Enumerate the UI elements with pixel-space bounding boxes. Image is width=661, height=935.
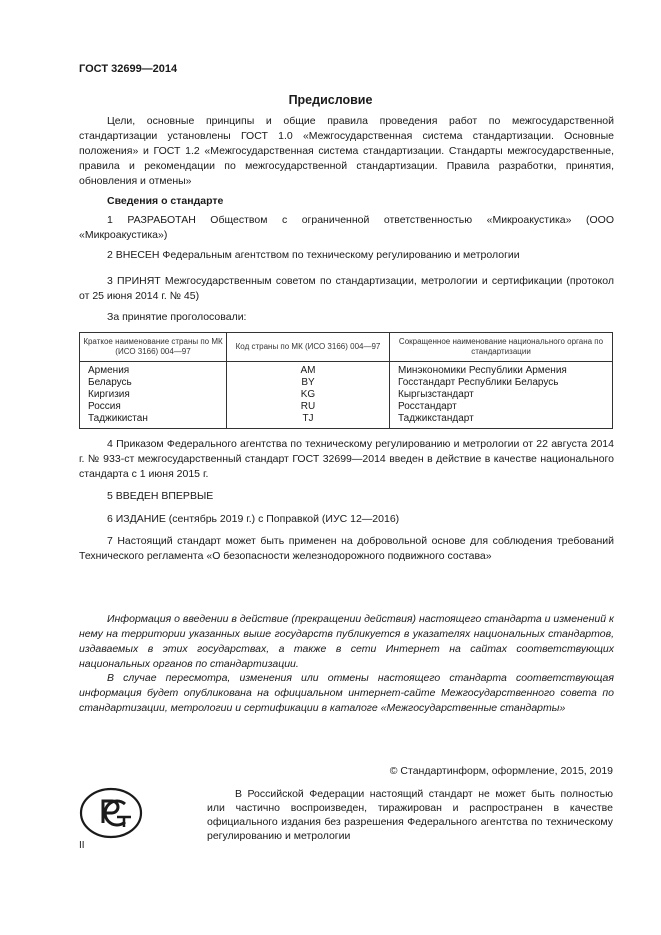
cell-code: AM (227, 362, 390, 378)
item-6: 6 ИЗДАНИЕ (сентябрь 2019 г.) с Поправкой (ИУС 12—2016) (107, 513, 400, 525)
cell-code: BY (227, 377, 390, 389)
cell-country: Киргизия (80, 389, 227, 401)
item-7: 7 Настоящий стандарт может быть применен на добровольной основе для соблюдения требований Технического регламента «О безопасности железнодорожного подвижного состава» (79, 535, 614, 562)
cell-country: Россия (80, 401, 227, 413)
copyright-notice: © Стандартинформ, оформление, 2015, 2019 (389, 765, 613, 777)
document-code: ГОСТ 32699—2014 (79, 63, 178, 75)
cell-code: RU (227, 401, 390, 413)
cell-code: TJ (227, 413, 390, 429)
section-title: Сведения о стандарте (107, 195, 224, 207)
cell-country: Таджикистан (80, 413, 227, 429)
table-row (80, 401, 613, 413)
cell-body: Таджикстандарт (390, 413, 613, 429)
item-2: 2 ВНЕСЕН Федеральным агентством по техническому регулированию и метрологии (107, 249, 520, 261)
table-row (80, 413, 613, 429)
cell-country: Армения (80, 362, 227, 378)
table-row (80, 389, 613, 401)
voted-label: За принятие проголосовали: (107, 311, 247, 323)
cell-country: Беларусь (80, 377, 227, 389)
cell-body: Госстандарт Республики Беларусь (390, 377, 613, 389)
page-title: Предисловие (288, 93, 373, 107)
table-header-row (80, 333, 613, 362)
item-3: 3 ПРИНЯТ Межгосударственным советом по стандартизации, метрологии и сертификации (протокол от 25 июня 2014 г. № 45) (79, 275, 614, 302)
cell-body: Минэкономики Республики Армения (390, 362, 613, 378)
rf-copyright-notice: В Российской Федерации настоящий стандарт не может быть полностью или частично воспроизведен, тиражирован и распространен в качестве официального издания без разрешения Федерального агентства по техническому регулированию и метрологии (207, 788, 613, 842)
cell-body: Росстандарт (390, 401, 613, 413)
cell-body: Кыргызстандарт (390, 389, 613, 401)
item-1: 1 РАЗРАБОТАН Обществом с ограниченной ответственностью «Микроакустика» (ООО «Микроакустика») (79, 214, 614, 241)
voting-table (79, 332, 613, 429)
column-header-code: Код страны по МК (ИСО 3166) 004—97 (227, 333, 390, 362)
cell-code: KG (227, 389, 390, 401)
column-header-body: Сокращенное наименование национального органа по стандартизации (390, 333, 613, 362)
info-paragraph-1: Информация о введении в действие (прекращении действия) настоящего стандарта и изменений к нему на территории указанных выше государств публикуется в указателях национальных стандартов, издаваемых в этих государствах, а также в сети Интернет на сайтах соответствующих национальных органов по стандартизации. (79, 613, 614, 670)
column-header-country: Краткое наименование страны по МК (ИСО 3166) 004—97 (80, 333, 227, 362)
page-number: II (79, 840, 85, 851)
item-4: 4 Приказом Федерального агентства по техническому регулированию и метрологии от 22 августа 2014 г. № 933-ст межгосударственный стандарт ГОСТ 32699—2014 введен в действие в качестве национального стандарта с 1 июня 2015 г. (79, 438, 614, 480)
table-row (80, 377, 613, 389)
item-5: 5 ВВЕДЕН ВПЕРВЫЕ (107, 490, 214, 502)
intro-paragraph: Цели, основные принципы и общие правила проведения работ по межгосударственной стандартизации установлены ГОСТ 1.0 «Межгосударственная система стандартизации. Основные положения» и ГОСТ 1.2 «Межгосударственная система стандартизации. Стандарты межгосударственные, правила и рекомендации по межгосударственной стандартизации. Правила разработки, принятия, обновления и отмены» (79, 115, 614, 187)
rst-logo-icon (79, 787, 143, 839)
info-paragraph-2: В случае пересмотра, изменения или отмены настоящего стандарта соответствующая информация будет опубликована на официальном интернет-сайте Межгосударственного совета по стандартизации, метрологии и сертификации в каталоге «Межгосударственные стандарты» (79, 672, 614, 714)
table-row (80, 362, 613, 378)
